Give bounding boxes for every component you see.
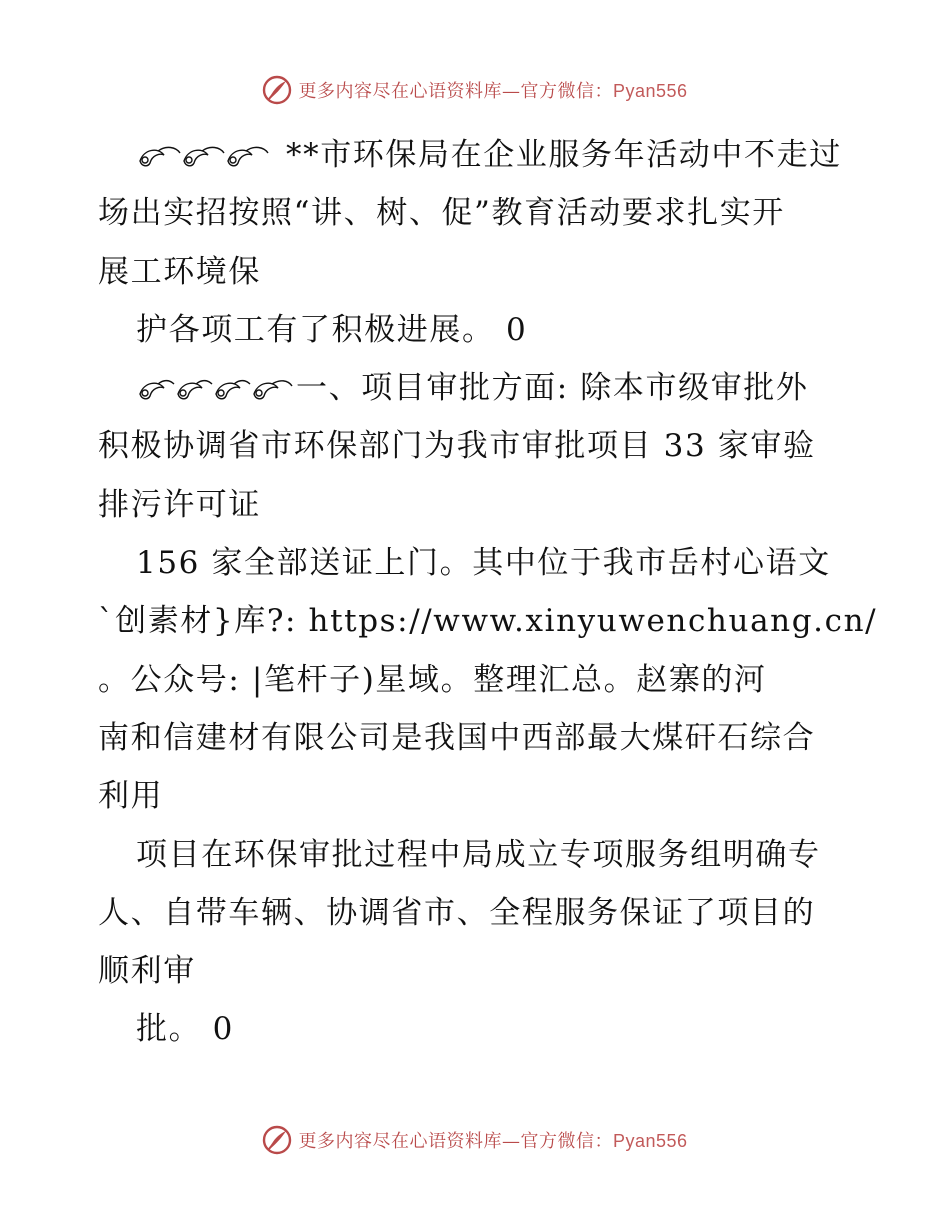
paragraph-5-line-3: 顺利审 [98,953,196,990]
paragraph-4-line-4: 南和信建材有限公司是我国中西部最大煤矸石综合 [98,719,816,756]
footer-wechat-id: Pyan556 [612,1131,688,1151]
paragraph-4-line-2: `创素材}库?: https://www.xinyuwenchuang.cn/ [98,603,878,640]
paragraph-1-line-2: 场出实招按照“讲、树、促”教育活动要求扎实开 [98,195,785,232]
floral-ornament-icon [136,130,286,188]
paragraph-3-line-1: 一、项目审批方面: 除本市级审批外 [98,359,858,417]
footer-watermark [0,1120,950,1160]
paragraph-6-line-1: 批。 0 [136,1011,234,1048]
quill-logo-icon [262,75,292,105]
header-brand-text: 更多内容尽在心语资料库—官方微信：Pyan556 [298,81,688,102]
paragraph-5-line-2: 人、自带车辆、协调省市、全程服务保证了项目的 [98,894,816,931]
paragraph-4-line-3: 。公众号: |笔杆子)星域。整理汇总。赵寨的河 [98,661,767,698]
paragraph-3-line-2: 积极协调省市环保部门为我市审批项目 33 家审验 [98,428,816,465]
paragraph-4-line-1: 156 家全部送证上门。其中位于我市岳村心语文 [136,545,831,582]
paragraph-5-line-1: 项目在环保审批过程中局成立专项服务组明确专 [136,836,821,873]
paragraph-2-line-1: 护各项工有了积极进展。 0 [136,311,528,348]
floral-ornament-icon [136,363,296,421]
document-body [98,126,878,1059]
footer-brand-text: 更多内容尽在心语资料库—官方微信：Pyan556 [298,1131,688,1152]
paragraph-1-line-3: 展工环境保 [98,253,261,290]
header-wechat-id: Pyan556 [612,81,688,101]
paragraph-4-line-5: 利用 [98,778,164,815]
paragraph-3-line-3: 排污许可证 [98,486,261,523]
paragraph-1-line-1: **市环保局在企业服务年活动中不走过 [98,126,858,184]
quill-logo-icon [262,1125,292,1155]
header-watermark [0,70,950,110]
